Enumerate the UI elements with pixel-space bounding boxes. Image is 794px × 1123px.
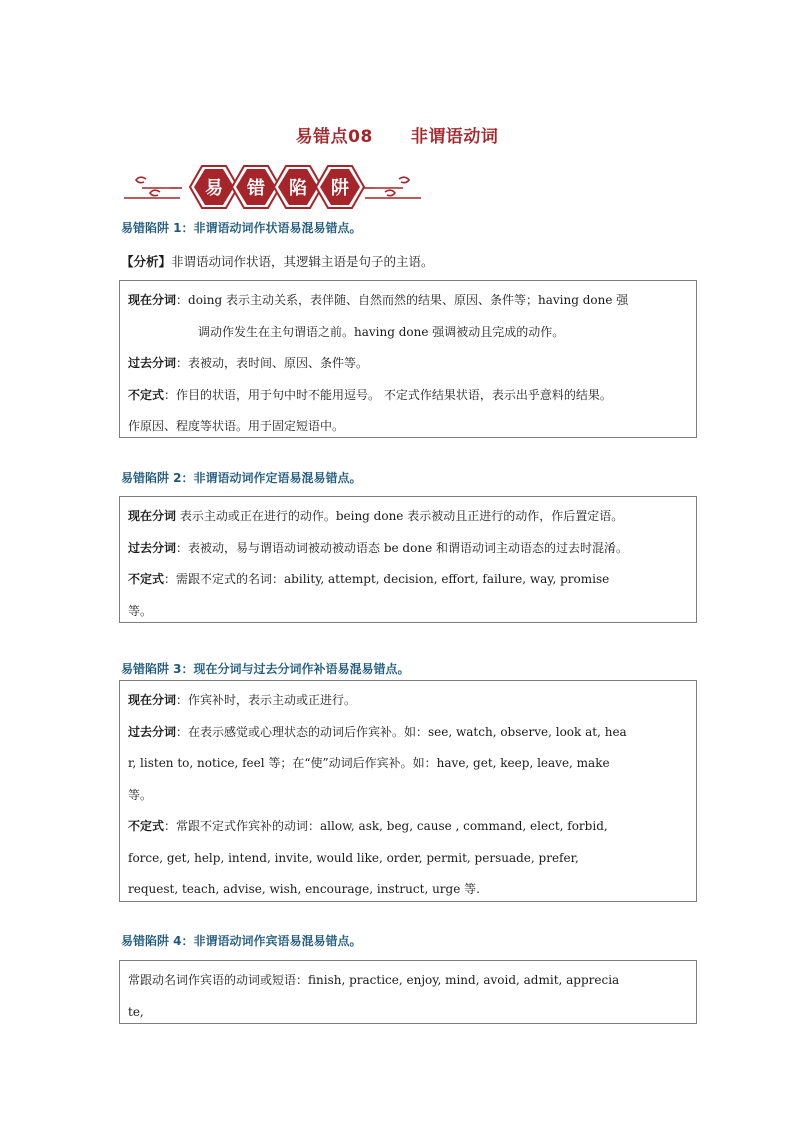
trap3-row: force, get, help, intend, invite, would like, order, permit, persuade, prefer, — [128, 850, 579, 865]
analysis-label: 【分析】 — [121, 254, 172, 269]
trap2-heading: 易错陷阱 2：非谓语动词作定语易混易错点。 — [121, 471, 362, 485]
trap-banner — [120, 160, 425, 214]
trap2-row: 不定式：需跟不定式的名词：ability, attempt, decision, effort, failure, way, promise — [128, 572, 610, 586]
banner-char-4: 阱 — [331, 178, 349, 199]
trap4-row: te, — [128, 1004, 144, 1019]
right-cloud-ornament — [363, 177, 421, 198]
trap4-row: 常跟动名词作宾语的动词或短语：finish, practice, enjoy, mind, avoid, admit, apprecia — [128, 973, 620, 987]
trap2-row: 过去分词：表被动，易与谓语动词被动被动语态 be done 和谓语动词主动语态的过去时混淆。 — [128, 540, 628, 555]
trap2-row: 等。 — [128, 603, 153, 618]
trap2-row: 现在分词 表示主动或正在进行的动作。being done 表示被动且正进行的动作，作后置定语。 — [128, 509, 624, 523]
trap4-box — [119, 960, 697, 1024]
title-topic: 非谓语动词 — [410, 127, 499, 147]
trap3-row: 过去分词：在表示感觉或心理状态的动词后作宾补。如：see, watch, observe, look at, hea — [128, 724, 627, 739]
trap1-row: 过去分词：表被动，表时间、原因、条件等。 — [128, 356, 369, 370]
trap1-row: 现在分词：doing 表示主动关系，表伴随、自然而然的结果、原因、条件等；having done 强 — [128, 293, 629, 307]
banner-char-1: 易 — [205, 178, 223, 199]
trap1-row: 作原因、程度等状语。用于固定短语中。 — [128, 419, 345, 433]
trap3-box — [119, 680, 697, 902]
trap1-box — [119, 280, 697, 438]
trap3-heading: 易错陷阱 3：现在分词与过去分词作补语易混易错点。 — [121, 662, 410, 676]
trap4-heading: 易错陷阱 4：非谓语动词作宾语易混易错点。 — [121, 934, 362, 948]
trap3-row: 不定式：常跟不定式作宾补的动词：allow, ask, beg, cause , command, elect, forbid, — [128, 819, 608, 833]
left-cloud-ornament — [124, 177, 182, 198]
trap3-row: 现在分词：作宾补时，表示主动或正进行。 — [128, 693, 357, 707]
banner-char-2: 错 — [247, 178, 265, 199]
banner-char-3: 陷 — [289, 178, 307, 199]
trap1-analysis — [121, 252, 434, 270]
trap3-row: request, teach, advise, wish, encourage, instruct, urge 等. — [128, 882, 480, 896]
trap2-box — [119, 496, 697, 623]
analysis-text: 非谓语动词作状语，其逻辑主语是句子的主语。 — [171, 254, 434, 269]
trap1-row: 调动作发生在主句谓语之前。having done 强调被动且完成的动作。 — [198, 324, 565, 339]
trap3-row: 等。 — [128, 787, 153, 802]
trap3-row: r, listen to, notice, feel 等；在“使”动词后作宾补。如：have, get, keep, leave, make — [128, 756, 610, 770]
title-prefix: 易错点08 — [295, 127, 373, 147]
page-title — [0, 122, 794, 147]
trap1-heading: 易错陷阱 1：非谓语动词作状语易混易错点。 — [121, 221, 362, 235]
trap1-row: 不定式：作目的状语，用于句中时不能用逗号。 不定式作结果状语，表示出乎意料的结果。 — [128, 387, 612, 402]
